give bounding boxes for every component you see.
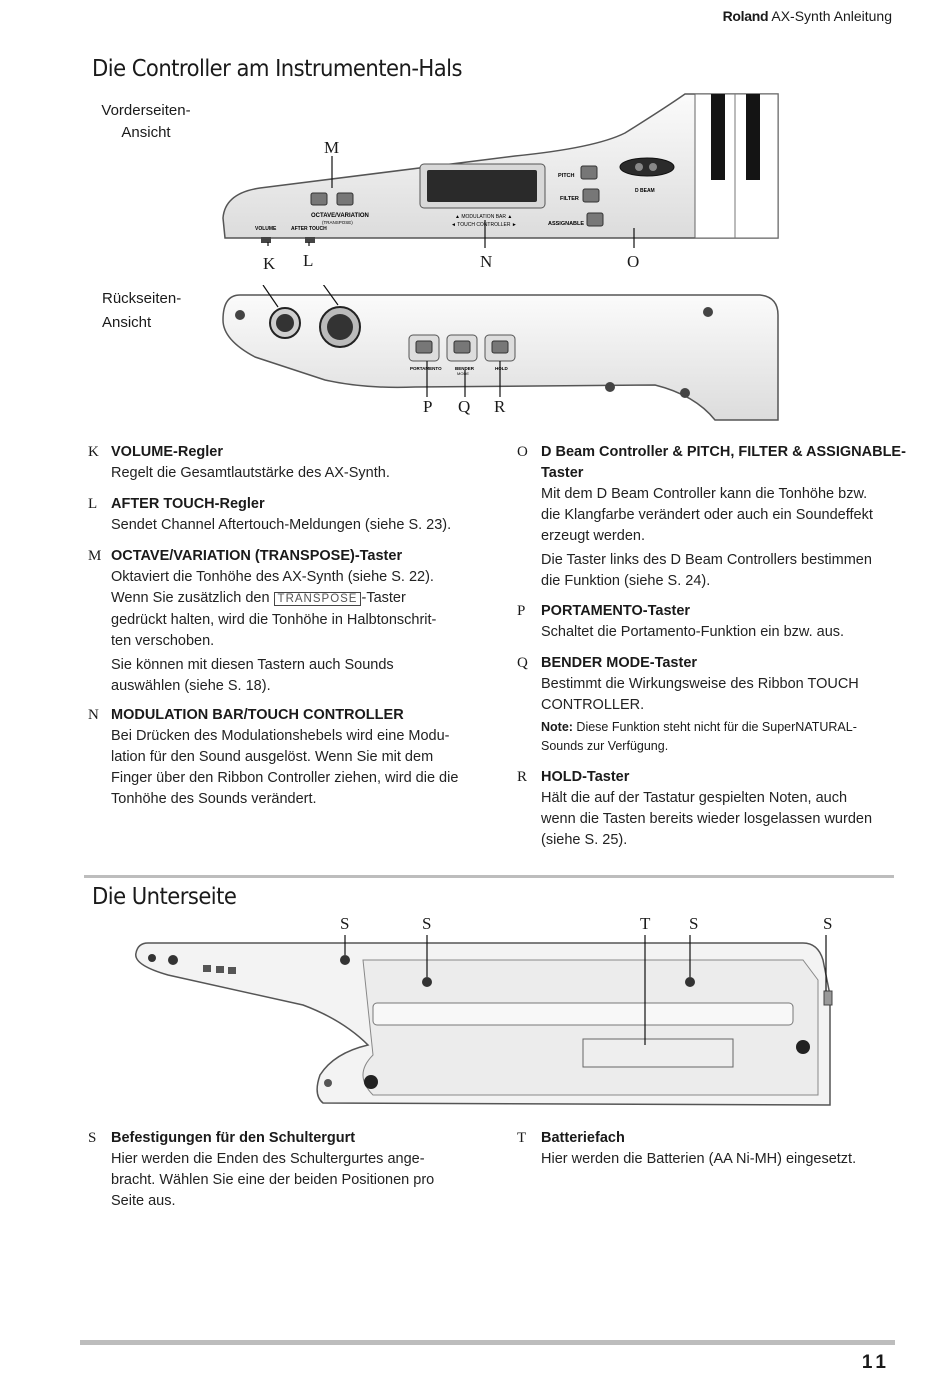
callout-o: O bbox=[627, 252, 640, 271]
item-text: erzeugt werden. bbox=[541, 528, 645, 544]
item-title: AFTER TOUCH-Regler bbox=[111, 496, 265, 512]
item-text: Hält die auf der Tastatur gespielten Noten, auch bbox=[541, 790, 848, 806]
section-divider bbox=[84, 875, 894, 878]
item-text: die Funktion (siehe S. 24). bbox=[541, 573, 711, 589]
callout-s1: S bbox=[340, 914, 350, 933]
item-letter: M bbox=[88, 548, 102, 564]
item-text: auswählen (siehe S. 18). bbox=[111, 678, 271, 694]
callout-k: K bbox=[263, 254, 276, 273]
item-letter: O bbox=[517, 444, 528, 460]
callout-n: N bbox=[480, 252, 493, 271]
item-text-fragment: -Taster bbox=[361, 590, 406, 606]
item-text: Schaltet die Portamento-Funktion ein bzw. aus. bbox=[541, 624, 845, 640]
panel-label-assignable: ASSIGNABLE bbox=[548, 221, 585, 227]
item-text: Seite aus. bbox=[111, 1193, 176, 1209]
callout-m: M bbox=[324, 138, 340, 157]
item-text: die Klangfarbe verändert oder auch ein Soundeffekt bbox=[541, 507, 873, 523]
front-view-label-line2: Ansicht bbox=[121, 124, 171, 141]
item-q bbox=[517, 653, 936, 756]
panel-label-portamento: PORTAMENTO bbox=[410, 366, 442, 371]
item-l bbox=[88, 494, 506, 536]
item-text: ten verschoben. bbox=[111, 633, 215, 649]
callout-q: Q bbox=[458, 397, 471, 416]
item-s bbox=[88, 1128, 506, 1212]
callout-t: T bbox=[640, 914, 651, 933]
item-text: Finger über den Ribbon Controller ziehen, wird die die bbox=[111, 770, 459, 786]
panel-label-octave: OCTAVE/VARIATION bbox=[311, 213, 369, 219]
item-m bbox=[88, 546, 506, 697]
front-view-label-line1: Vorderseiten- bbox=[101, 102, 191, 119]
item-letter: Q bbox=[517, 655, 528, 671]
underside-illustration bbox=[128, 935, 840, 1115]
panel-label-after-touch: AFTER TOUCH bbox=[291, 226, 327, 232]
item-title: OCTAVE/VARIATION (TRANSPOSE)-Taster bbox=[111, 548, 403, 564]
item-letter: T bbox=[517, 1130, 527, 1146]
front-view-illustration bbox=[215, 88, 785, 248]
item-text: gedrückt halten, wird die Tonhöhe in Halbtonschrit- bbox=[111, 612, 437, 628]
header-title: AX-Synth Anleitung bbox=[771, 8, 892, 24]
item-text: Hier werden die Batterien (AA Ni-MH) eingesetzt. bbox=[541, 1151, 857, 1167]
item-text: Die Taster links des D Beam Controllers bestimmen bbox=[541, 552, 872, 568]
footer-rule bbox=[80, 1340, 895, 1345]
callout-s3: S bbox=[689, 914, 699, 933]
item-text: wenn die Tasten bereits wieder losgelassen wurden bbox=[541, 811, 873, 827]
item-n bbox=[88, 705, 506, 810]
item-title: Befestigungen für den Schultergurt bbox=[111, 1130, 356, 1146]
callout-r: R bbox=[494, 397, 506, 416]
item-letter: K bbox=[88, 444, 99, 460]
item-title: Batteriefach bbox=[541, 1130, 625, 1146]
item-o bbox=[517, 442, 936, 592]
item-title: HOLD-Taster bbox=[541, 769, 630, 785]
callout-l: L bbox=[303, 251, 314, 270]
item-r bbox=[517, 767, 936, 851]
item-title: MODULATION BAR/TOUCH CONTROLLER bbox=[111, 707, 404, 723]
panel-label-mod-bar: ▲ MODULATION BAR ▲ bbox=[455, 214, 513, 220]
item-text: Bestimmt die Wirkungsweise des Ribbon TOUCH bbox=[541, 676, 859, 692]
front-view-label bbox=[100, 100, 192, 144]
item-title: BENDER MODE-Taster bbox=[541, 655, 698, 671]
item-text: Tonhöhe des Sounds verändert. bbox=[111, 791, 317, 807]
item-letter: P bbox=[517, 603, 526, 619]
item-note bbox=[541, 718, 936, 737]
panel-label-transpose: (TRANSPOSE) bbox=[322, 220, 353, 225]
transpose-button-label: TRANSPOSE bbox=[274, 592, 362, 606]
callout-s4: S bbox=[823, 914, 833, 933]
rear-view-label-line1: Rückseiten- bbox=[102, 290, 182, 307]
item-p bbox=[517, 601, 936, 643]
item-text-fragment: Wenn Sie zusätzlich den bbox=[111, 590, 274, 606]
item-title: D Beam Controller & PITCH, FILTER & ASSIGNABLE- bbox=[541, 444, 906, 460]
item-text: Mit dem D Beam Controller kann die Tonhöhe bzw. bbox=[541, 486, 868, 502]
item-text: bracht. Wählen Sie eine der beiden Positionen pro bbox=[111, 1172, 435, 1188]
item-text: Regelt die Gesamtlautstärke des AX-Synth. bbox=[111, 465, 390, 481]
panel-label-pitch: PITCH bbox=[558, 173, 575, 179]
panel-label-touch-ctrl: ◄ TOUCH CONTROLLER ► bbox=[451, 222, 517, 228]
item-letter: R bbox=[517, 769, 528, 785]
section-title-controllers: Die Controller am Instrumenten-Hals bbox=[92, 56, 462, 82]
item-note-line2: Sounds zur Verfügung. bbox=[541, 739, 669, 753]
callout-s2: S bbox=[422, 914, 432, 933]
callout-p: P bbox=[423, 397, 433, 416]
item-letter: L bbox=[88, 496, 98, 512]
item-title: VOLUME-Regler bbox=[111, 444, 223, 460]
rear-view-label-line2: Ansicht bbox=[102, 314, 152, 331]
panel-label-volume: VOLUME bbox=[255, 226, 277, 232]
item-t bbox=[517, 1128, 936, 1170]
note-text: Diese Funktion steht nicht für die SuperNATURAL- bbox=[572, 720, 857, 734]
item-text: Bei Drücken des Modulationshebels wird eine Modu- bbox=[111, 728, 450, 744]
note-label: Note: bbox=[541, 720, 573, 734]
item-text: (siehe S. 25). bbox=[541, 832, 628, 848]
panel-label-hold: HOLD bbox=[495, 366, 508, 371]
item-letter: N bbox=[88, 707, 99, 723]
item-title-line2: Taster bbox=[541, 465, 584, 481]
item-title: PORTAMENTO-Taster bbox=[541, 603, 691, 619]
panel-label-dbeam: D BEAM bbox=[635, 188, 655, 194]
section-title-underside: Die Unterseite bbox=[92, 884, 237, 910]
brand-logo: Roland bbox=[722, 8, 769, 24]
item-text: lation für den Sound ausgelöst. Wenn Sie mit dem bbox=[111, 749, 434, 765]
item-text: CONTROLLER. bbox=[541, 697, 645, 713]
item-text: Sendet Channel Aftertouch-Meldungen (siehe S. 23). bbox=[111, 517, 452, 533]
panel-label-mode: MODE bbox=[457, 371, 469, 376]
item-text: Sie können mit diesen Tastern auch Sounds bbox=[111, 657, 394, 673]
item-text: Hier werden die Enden des Schultergurtes ange- bbox=[111, 1151, 425, 1167]
item-text-transpose-line bbox=[111, 588, 506, 610]
panel-label-bender: BENDER bbox=[455, 366, 475, 371]
page-number: 11 bbox=[861, 1352, 890, 1373]
item-k bbox=[88, 442, 506, 484]
item-text: Oktaviert die Tonhöhe des AX-Synth (siehe S. 22). bbox=[111, 569, 434, 585]
item-letter: S bbox=[88, 1130, 97, 1146]
rear-view-label bbox=[102, 288, 181, 334]
running-header bbox=[723, 8, 892, 24]
panel-label-filter: FILTER bbox=[560, 196, 579, 202]
